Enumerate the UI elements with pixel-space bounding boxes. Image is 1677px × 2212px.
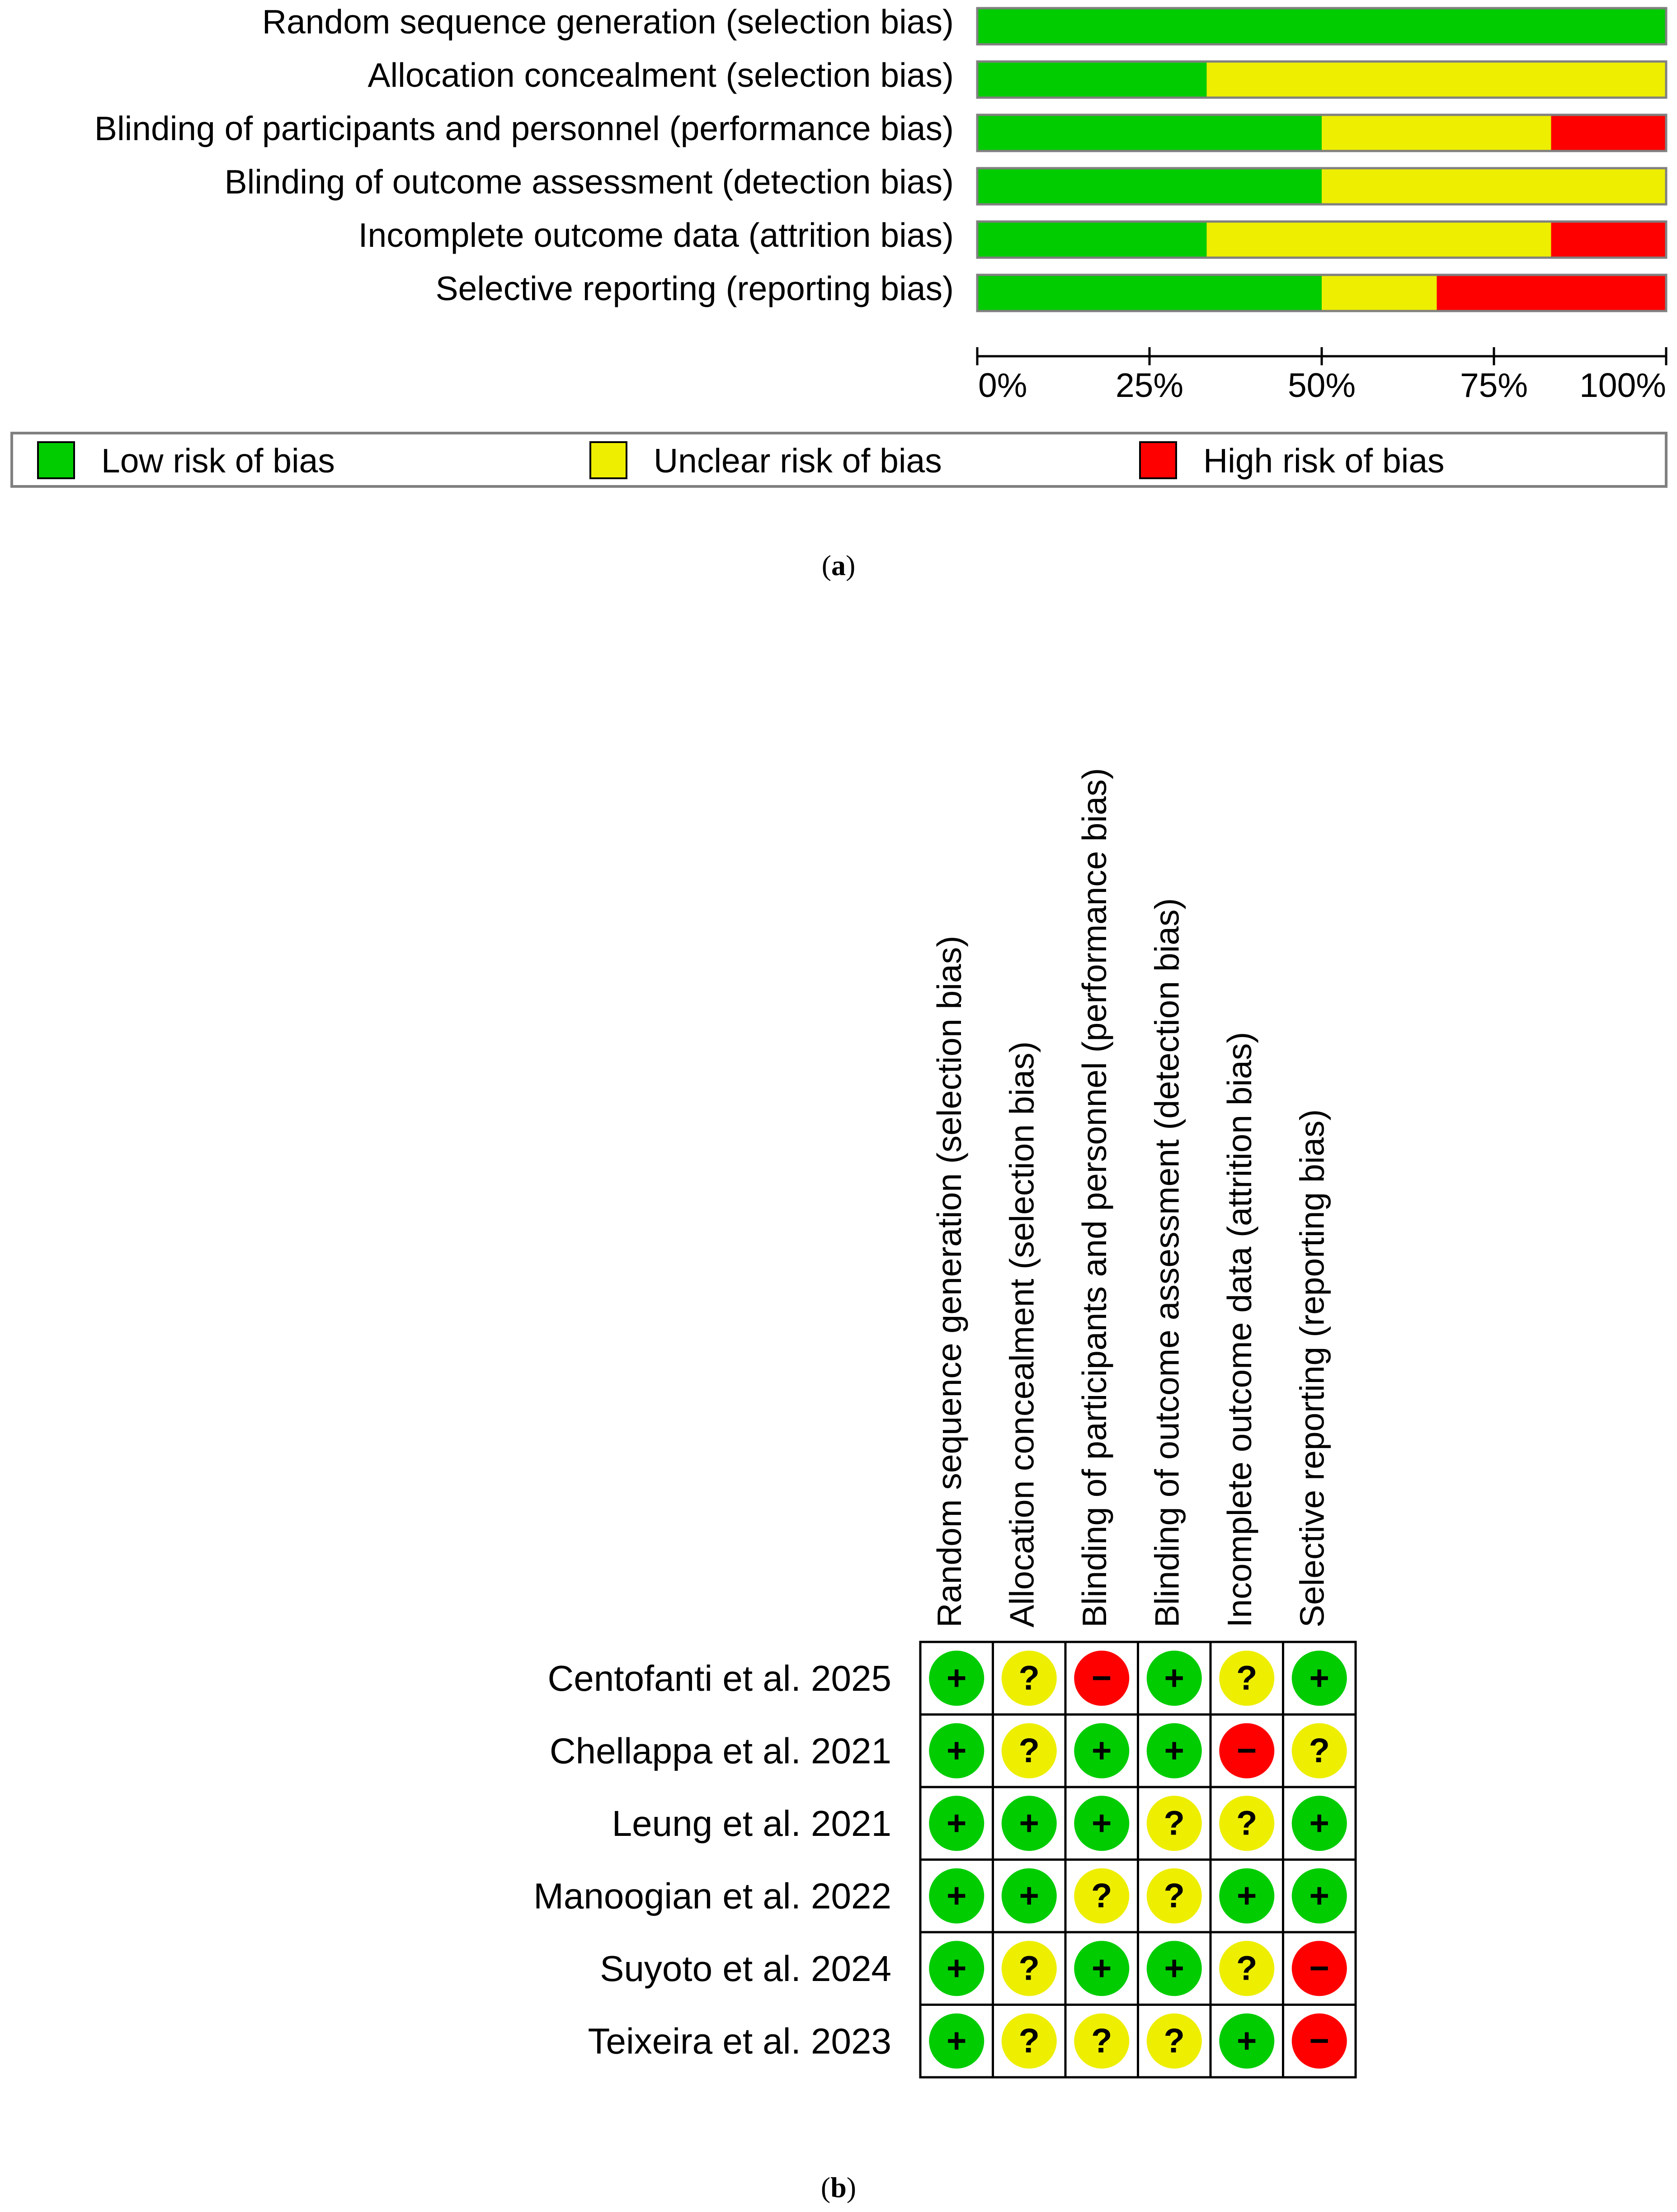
study-label: Teixeira et al. 2023 — [588, 2021, 891, 2061]
svg-text:?: ? — [1018, 1731, 1040, 1770]
bar-segment — [977, 275, 1322, 311]
category-label: Blinding of participants and personnel (performance bias) — [94, 109, 954, 147]
low-risk-icon — [1292, 1651, 1347, 1706]
unclear-risk-icon — [1074, 1868, 1129, 1924]
svg-text:+: + — [1019, 1804, 1039, 1843]
low-risk-icon — [1147, 1723, 1202, 1778]
column-header: Blinding of outcome assessment (detection bias) — [1148, 898, 1186, 1627]
svg-text:+: + — [1164, 1731, 1184, 1770]
svg-text:?: ? — [1018, 2021, 1040, 2060]
unclear-risk-icon — [1147, 1796, 1202, 1851]
bar-segment — [1206, 222, 1551, 258]
panel-a-caption: (a) — [821, 549, 856, 581]
low-risk-icon — [1292, 1796, 1347, 1851]
category-label: Allocation concealment (selection bias) — [367, 56, 954, 94]
column-header: Selective reporting (reporting bias) — [1293, 1109, 1331, 1627]
column-header: Allocation concealment (selection bias) — [1003, 1041, 1041, 1627]
svg-text:?: ? — [1236, 1804, 1258, 1843]
unclear-risk-icon — [1219, 1941, 1274, 1996]
x-tick-label: 50% — [1287, 366, 1356, 404]
svg-text:+: + — [947, 1804, 967, 1843]
svg-text:+: + — [947, 1659, 967, 1698]
legend-label: Low risk of bias — [101, 442, 335, 480]
low-risk-icon — [929, 2014, 984, 2069]
bar-segment — [977, 168, 1322, 204]
bar-segment — [977, 115, 1322, 151]
low-risk-icon — [1292, 1868, 1347, 1924]
svg-text:+: + — [1237, 2021, 1257, 2060]
unclear-risk-icon — [1002, 1651, 1057, 1706]
unclear-risk-icon — [1002, 1723, 1057, 1778]
study-label: Chellappa et al. 2021 — [549, 1731, 891, 1771]
bar-segment — [1322, 168, 1666, 204]
panel-b-caption: (b) — [820, 2171, 857, 2203]
low-risk-icon — [929, 1868, 984, 1924]
svg-text:+: + — [1164, 1659, 1184, 1698]
svg-text:+: + — [1164, 1949, 1184, 1988]
svg-text:+: + — [1092, 1949, 1112, 1988]
svg-text:?: ? — [1164, 1876, 1185, 1915]
study-label: Leung et al. 2021 — [612, 1803, 891, 1844]
svg-text:−: − — [1309, 1949, 1329, 1988]
category-label: Incomplete outcome data (attrition bias) — [358, 216, 954, 254]
study-label: Suyoto et al. 2024 — [600, 1948, 891, 1989]
svg-text:+: + — [1092, 1731, 1112, 1770]
low-risk-icon — [1074, 1796, 1129, 1851]
high-risk-icon — [1292, 2014, 1347, 2069]
legend-swatch — [1140, 442, 1176, 478]
high-risk-icon — [1219, 1723, 1274, 1778]
x-tick-label: 0% — [978, 366, 1027, 404]
legend-label: High risk of bias — [1203, 442, 1445, 480]
bar-segment — [977, 222, 1206, 258]
bar-segment — [1206, 61, 1666, 98]
svg-text:?: ? — [1018, 1949, 1040, 1988]
bar-segment — [1322, 275, 1437, 311]
panel-a-bias-graph — [12, 3, 1666, 486]
x-tick-label: 75% — [1460, 366, 1528, 404]
bar-segment — [1551, 222, 1666, 258]
bar-segment — [1551, 115, 1666, 151]
bar-segment — [1322, 115, 1551, 151]
unclear-risk-icon — [1002, 2014, 1057, 2069]
unclear-risk-icon — [1219, 1651, 1274, 1706]
svg-text:+: + — [1019, 1876, 1039, 1915]
low-risk-icon — [1074, 1941, 1129, 1996]
low-risk-icon — [1147, 1651, 1202, 1706]
svg-text:?: ? — [1164, 2021, 1185, 2060]
legend-label: Unclear risk of bias — [654, 442, 942, 480]
svg-text:?: ? — [1236, 1949, 1258, 1988]
svg-text:−: − — [1309, 2021, 1329, 2060]
category-label: Selective reporting (reporting bias) — [435, 269, 954, 307]
unclear-risk-icon — [1147, 1868, 1202, 1924]
low-risk-icon — [1147, 1941, 1202, 1996]
bar-segment — [977, 8, 1666, 44]
svg-text:+: + — [1309, 1876, 1329, 1915]
svg-text:−: − — [1237, 1731, 1257, 1770]
study-label: Centofanti et al. 2025 — [547, 1658, 891, 1698]
high-risk-icon — [1292, 1941, 1347, 1996]
legend-swatch — [590, 442, 627, 478]
low-risk-icon — [929, 1796, 984, 1851]
unclear-risk-icon — [1002, 1941, 1057, 1996]
svg-text:+: + — [947, 1949, 967, 1988]
bar-segment — [1437, 275, 1666, 311]
legend-swatch — [38, 442, 74, 478]
category-label: Random sequence generation (selection bias) — [262, 3, 954, 41]
panel-b-bias-summary — [533, 768, 1356, 2077]
column-header: Random sequence generation (selection bias) — [930, 935, 968, 1627]
svg-text:+: + — [947, 1876, 967, 1915]
low-risk-icon — [1219, 2014, 1274, 2069]
low-risk-icon — [1074, 1723, 1129, 1778]
high-risk-icon — [1074, 1651, 1129, 1706]
svg-text:+: + — [1309, 1659, 1329, 1698]
svg-text:+: + — [1092, 1804, 1112, 1843]
svg-text:+: + — [1237, 1876, 1257, 1915]
svg-text:?: ? — [1091, 1876, 1112, 1915]
low-risk-icon — [929, 1651, 984, 1706]
svg-text:?: ? — [1018, 1659, 1040, 1698]
unclear-risk-icon — [1147, 2014, 1202, 2069]
svg-text:?: ? — [1164, 1804, 1185, 1843]
svg-text:?: ? — [1309, 1731, 1330, 1770]
svg-text:−: − — [1092, 1659, 1112, 1698]
svg-text:+: + — [1309, 1804, 1329, 1843]
svg-text:+: + — [947, 1731, 967, 1770]
svg-text:?: ? — [1091, 2021, 1112, 2060]
low-risk-icon — [1002, 1868, 1057, 1924]
bar-segment — [977, 61, 1206, 98]
study-label: Manoogian et al. 2022 — [533, 1876, 891, 1916]
low-risk-icon — [929, 1941, 984, 1996]
unclear-risk-icon — [1074, 2014, 1129, 2069]
svg-text:+: + — [947, 2021, 967, 2060]
unclear-risk-icon — [1219, 1796, 1274, 1851]
low-risk-icon — [1219, 1868, 1274, 1924]
unclear-risk-icon — [1292, 1723, 1347, 1778]
svg-text:?: ? — [1236, 1659, 1258, 1698]
x-tick-label: 100% — [1579, 366, 1666, 404]
x-tick-label: 25% — [1115, 366, 1184, 404]
category-label: Blinding of outcome assessment (detection bias) — [224, 163, 954, 201]
low-risk-icon — [929, 1723, 984, 1778]
column-header: Blinding of participants and personnel (performance bias) — [1075, 768, 1113, 1627]
column-header: Incomplete outcome data (attrition bias) — [1220, 1032, 1258, 1627]
low-risk-icon — [1002, 1796, 1057, 1851]
